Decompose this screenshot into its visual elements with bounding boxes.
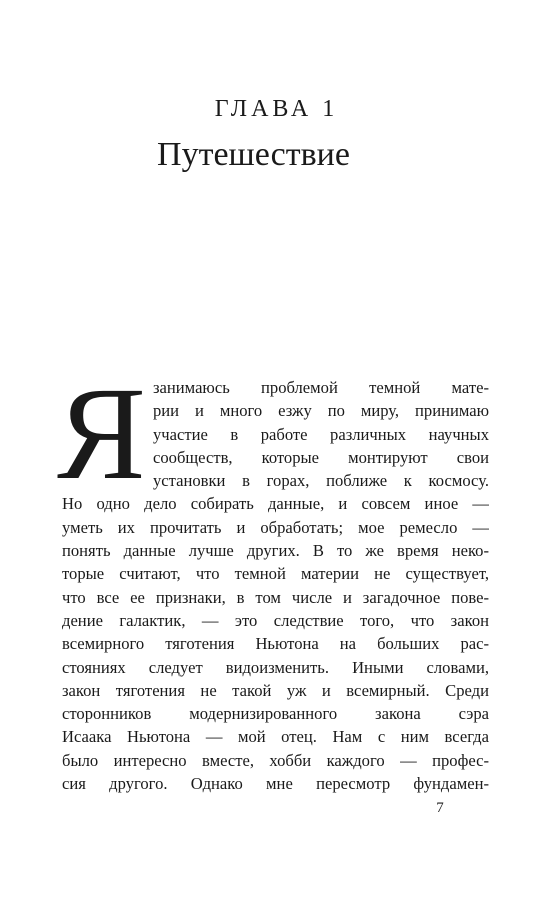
text-line: закон тяготения не такой уж и всемирный. Среди [62,680,489,700]
text-line: Исаака Ньютона — мой отец. Нам с ним всегда [62,727,489,747]
text-line: установки в горах, поближе к космосу. [153,471,489,491]
text-line: Но одно дело собирать данные, и совсем иное — [62,494,489,514]
body-text [62,376,489,795]
drop-cap: Я [57,359,146,507]
chapter-label: ГЛАВА 1 [214,96,339,122]
text-line: торые считают, что темной материи не существует, [62,564,489,584]
text-line: было интересно вместе, хобби каждого — профес- [62,750,489,770]
text-line: всемирного тяготения Ньютона на больших рас- [62,634,489,654]
text-line: дение галактик, — это следствие того, что закон [62,610,489,630]
page-number: 7 [436,800,444,816]
text-line: занимаюсь проблемой темной мате- [153,378,489,397]
text-line: сторонников модернизированного закона сэра [62,704,489,724]
text-line: участие в работе различных научных [153,424,489,444]
text-line: уметь их прочитать и обработать; мое ремесло — [62,517,489,537]
text-line: рии и много езжу по миру, принимаю [153,401,489,421]
text-line: сообществ, которые монтируют свои [153,447,489,467]
text-line: что все ее признаки, в том числе и загадочное пове- [62,587,489,607]
text-line: понять данные лучше других. В то же время неко- [62,541,489,561]
text-line: сия другого. Однако мне пересмотр фундамен- [62,774,489,794]
chapter-title: Путешествие [157,136,350,173]
text-line: стояниях следует видоизменить. Иными словами, [62,657,489,677]
